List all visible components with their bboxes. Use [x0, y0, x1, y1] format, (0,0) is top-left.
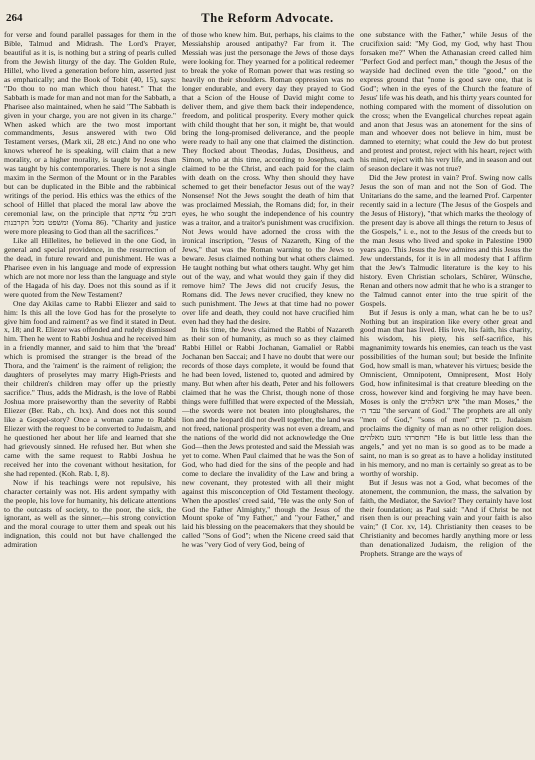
page-number: 264 [6, 12, 23, 24]
paragraph: But if Jesus was not a God, what becomes of the atonement, the communion, the mass, the salvation by faith, the Mediator, the Savior? They certainly have lost their foundation; as Paul said: "And if Christ be not risen then is our preaching vain and your faith is also vain;" (I Cor. xv, 14). Christianity then ceases to be Christianity and becomes hardly anything more or less than denationalized Judaism, the religion of the Prophets. Strange are the ways of [360, 477, 532, 559]
paragraph: for verse and found parallel passages for them in the Bible, Talmud and Midrash. The Lord's Prayer, beautiful as it is, is nothing but a string of pearls culled from the Jewish liturgy of the day. The Golden Rule, Hillel, who lived a generation before him, asserted just as emphatically; and the Book of Tobit (40, 15), says: "Do thou to no man which thou hatest." That the Sabbath is made for man and not man for the Sabbath, a Pharisee also maintained, when he said "The Sabbath is given in your charge, you are not given in its charge." When asked which are the two most important commandments, Jesus answered with two Old Testament verses, (Mark xii, 28 etc.) And no one who knows whereof he is speaking, will claim that a new morality, or a higher morality, is taught by Jesus than was taught by his contemporaries. There is not a single maxim in the Sermon of the Mount or in the Parables but can be duplicated in the Bible and the rabbinical writings of the period. His ethics was the ethics of the school of Hillel that placed the moral law above the ceremonial law, on the principle that חביב עלי צדקה ומשפט מכל הקרבנות (Yoma 86). "Charity and justice were more pleasing to God than all the sacrifices." [4, 31, 176, 236]
paragraph: One day Akilas came to Rabbi Eliezer and said to him: Is this all the love God has for the proselyte to give him food and raiment? as we find it stated in Deut. x, 18; and R. Eliezer was offended and rudely dismissed him. Then he went to Rabbi Joshua and he received him in a friendly manner, and said to him that 'the 'bread' which is promised the stranger is the bread of the Thora, and the 'raiment' is the raiment of religion; the daughters of proselytes may marry High-Priests and their children's children may offer up the priestly sacrifice." Thus, adds the Midrash, is the love of Rabbi Joshua more praiseworthy than the severity of Rabbi Eliezer (Ber. Rab., ch. lxx). And does not this sound like a Gospel-story? Once a woman came to Rabbi Eliezer with the request to be converted to Judaism, and he questioned her about her life and learned that she had grievously sinned. He refused her. But when she came with the same request to Rabbi Joshua he received her into the covenant without hesitation, for she had repented. (Koh. Rab. I, 8). [4, 298, 176, 478]
article-columns [4, 31, 532, 757]
paragraph: But if Jesus is only a man, what can he be to us? Nothing but an inspiration like every other great and good man that has lived. His love, his faith, his charity, his wisdom, his piety, his self-sacrifice, his magnanimity towards his enemies, can teach us the vast possibilities of the human soul; but beside the Infinite God, how small is man, whatever his virtues; beside the Omniscient, Omnipotent, Omnipresent, Most Holy God, how infinitesimal is that creature bleeding on the cross, however kind and forgiving he may have been. Moses is only the איש האלהים "the man Moses," the עבד ה׳ "the servant of God." The prophets are all only "men of God," "sons of men" בן אדם. Judaism proclaims the dignity of man as no other religion does. ותחסרהו מעט מאלהים "He is but little less than the angels," and yet no man is so good as to be made a saint, no man is so great as to have a holiday instituted in his memory, and no man is certainly so great as to be worthy of worship. [360, 307, 532, 478]
paragraph: of those who knew him. But, perhaps, his claims to the Messiahship aroused antipathy? Far from it. The Messiah was just the personage the Jews of those days were looking for. They yearned for a political redeemer to break the yoke of Roman power that was resting so heavily on their shoulders. Roman oppression was no longer endurable, and every day they prayed to God that a Scion of the House of David might come to deliver them, and give them back their independence, freedom, and political prosperity. Every mother quick with child thought that her son, it might be, that would bring the long-promised deliverance, and the people were ready to hail any one that claimed the distinction. They flocked about Theodas, Judas, Dositheus, and Simon, who at this time, according to Josephus, each claimed to be the Christ, and each paid for the claim with death on the cross. Why then should they have schemed to get their benefactor Jesus out of the way? Nonsense! Not the Jews sought the death of him that was proclaimed Messiah, the Romans did; for, in their eyes, he who sought the independence of his country was a traitor, and a traitor's punishment was crucifixion. Not Jews would have adorned the cross with the ironical inscription, "Jesus of Nazareth, King of the Jews," that was the Roman warning to the Jews to beware. Jesus claimed nothing but what others claimed. He taught nothing but what others taught. Why get him out of the way, and what would they gain if they did remove him? The Jews did not crucify Jesus, the Romans did. The Jews never crucified, they knew no such punishment. The Jews at that time had no power over life and death, they could not have crucified him even had they had the desire. [182, 31, 354, 326]
paragraph: Did the Jew protest in vain? Prof. Swing now calls Jesus the son of man and not the Son of God. The Unitarians do the same, and the learned Prof. Carpenter recently said in a lecture (The Jesus of the Gospels and the Jesus of History), "that which marks the theology of the present day is above all things the return to Jesus of the Gospels," i. e., not to the Jesus of the creeds but to the man Jesus who lived and spoke in Palestine 1900 years ago. This Jesus the Jew admires and this Jesus the Jew understands, for it is in all modesty that I affirm that the Jew's Talmudic literature is the key to his history. Even Christian scholars, Schürer, Wünsche, Renan and others now admit that he who is a stranger to the Talmud cannot enter into the true spirit of the Gospels. [360, 173, 532, 308]
column-left [4, 31, 176, 757]
paragraph: Now if his teachings were not repulsive, his character certainly was not. His ardent sympathy with the people, his love for humanity, his delicate attentions to the outcasts of society, to the poor, the sick, the ignorant, as well as the sinner,—his strong conviction and the moral courage to utter them and speak out his indignation, this could not but have challenged the admiration [4, 477, 176, 550]
journal-title: The Reform Advocate. [201, 11, 334, 25]
paragraph: one substance with the Father," while Jesus of the crucifixion said: "My God, my God, why hast Thou forsaken me?" When the Athanasian creed called him "Perfect God and perfect man," though the Jesus of the wayside had declined even the title "good," on the express ground that "none is good save one, that is God"; when in the eyes of the Church the feature of Jesus' life was his death, and his thirty years counted for nothing compared with the moment of dissolution on the cross; when the Evangelical churches repeat again and anon that Jesus was an atonement for the sins of man and whoever does not believe in him, must be damned to eternity; what could the Jew do but protest and protest and protest, reject with his heart, reject with his mind, reject with his very life, and in season and out of season declare it was not true? [360, 31, 532, 174]
column-right [360, 31, 532, 757]
paragraph: In his time, the Jews claimed the Rabbi of Nazareth as their son of humanity, as much so as they claimed Rabbi Hillel or Rabbi Jochanan, Gamaliel or Rabbi Jochanan ben Saccai; and I have no doubt that were our records of those days complete, it would be found that he had been loved, listened to, quoted and admired by many. But when after his death, Peter and his followers claimed that he was the Christ, though none of those things were fulfilled that were expected of the Messiah,—the swords were not beaten into ploughshares, the lion and the leopard did not dwell together, the land was not freed, national prosperity was not even a dream, and the nations of the world did not acknowledge the One God—then the Jews protested and said the Messiah was yet to come. When Paul claimed that he was the Son of God, who had died for the sins of the people and had come to declare the invalidity of the Law and bring a new covenant, they protested with all their might against this misconception of Old Testament theology. When the apostles' creed said, "He was the only Son of God the Father Almighty," though the Jesus of the Mount spoke of "my Father," and "your Father," and laid his blessing on the peacemakers that they should be called "Sons of God"; when the Nicene creed said that he was "very God of very God, being of [182, 325, 354, 550]
column-middle [182, 31, 354, 757]
running-head [0, 10, 535, 28]
paragraph: Like all Hillelites, he believed in the one God, in general and special providence, in the resurrection of the dead, in future reward and punishment. He was a Pharisee even in his language and mode of expression which are not more nor less than the language and style of the Hagada of his day. Does not this sound as if it were quoted from the New Testament? [4, 235, 176, 299]
